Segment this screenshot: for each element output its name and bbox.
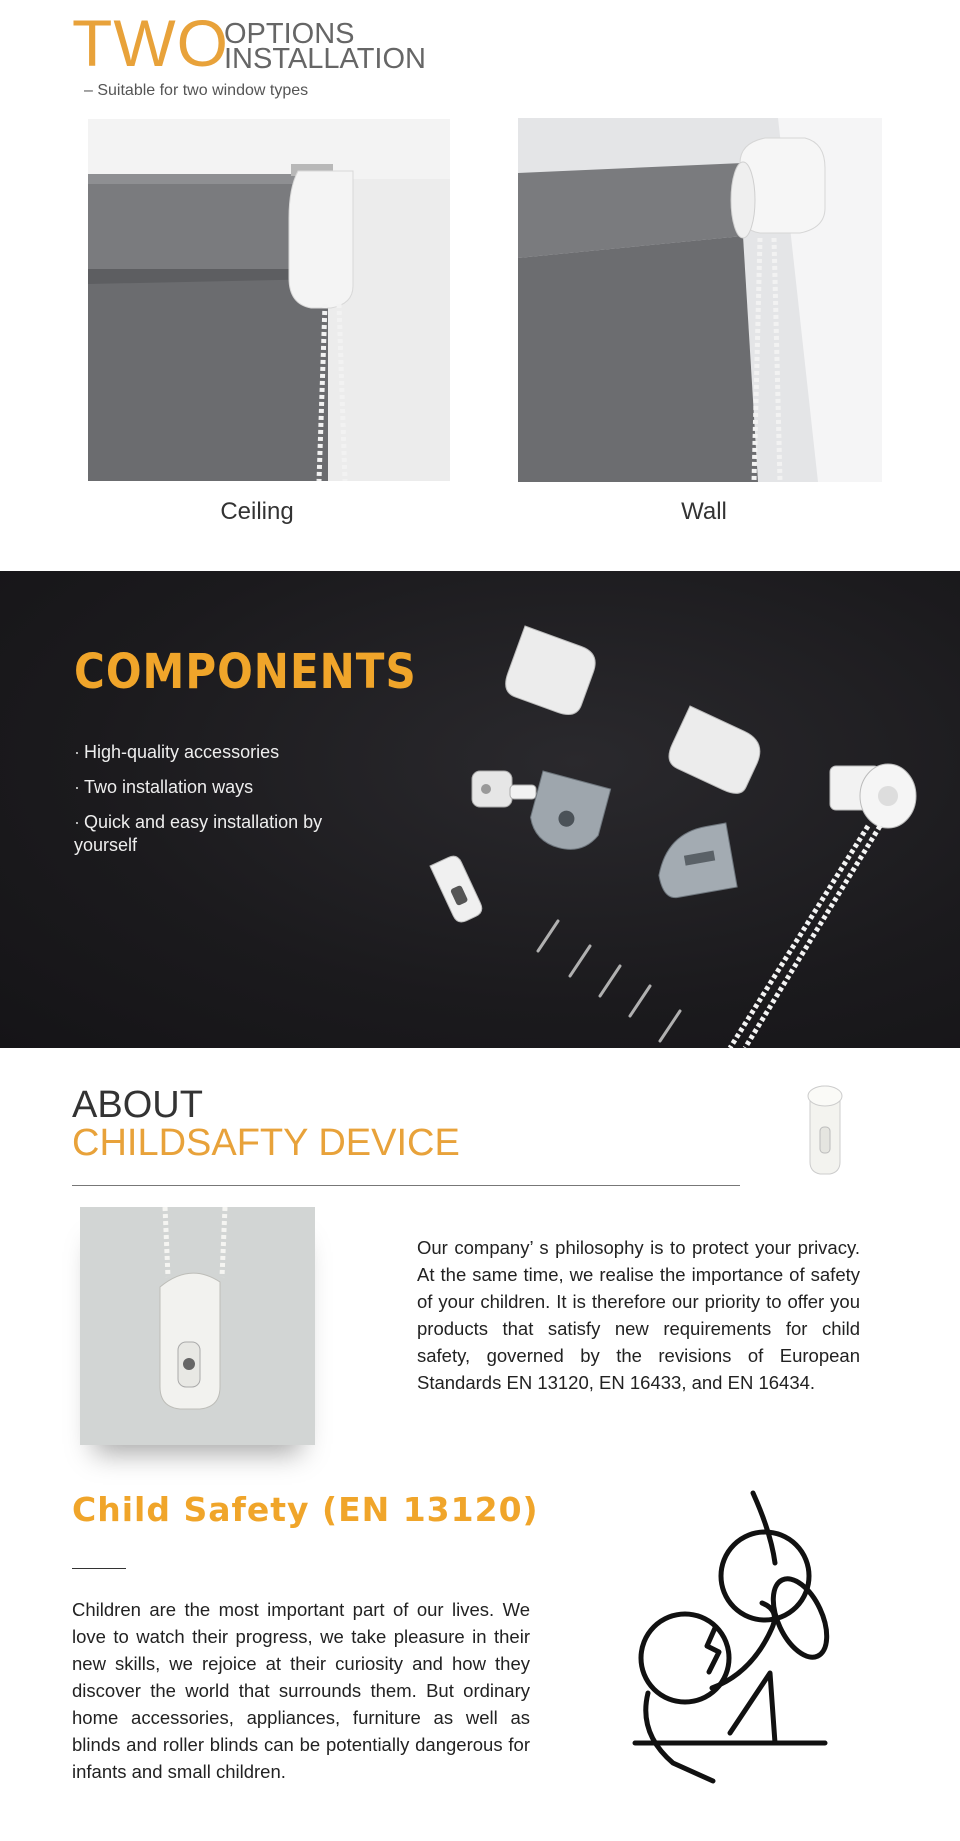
safety-clip-image	[790, 1082, 865, 1182]
ceiling-install-photo	[88, 119, 450, 481]
divider	[72, 1185, 740, 1186]
components-parts-image	[400, 611, 940, 1048]
title-underline	[72, 1568, 126, 1569]
child-safety-section	[0, 1048, 960, 1841]
wall-install-photo	[518, 118, 882, 482]
components-title: COMPONENTS	[74, 643, 417, 700]
child-safety-paragraph: Children are the most important part of our lives. We love to watch their progress, we take pleasure in their new skills, we rejoice at their curiosity and how they discover the world that surrounds them. But ordinary home accessories, appliances, furniture as well as blinds and roller blinds can be potentially dangerous for infants and small children.	[72, 1599, 530, 1782]
components-section	[0, 571, 960, 1048]
child-safety-title: Child Safety (EN 13120)	[72, 1490, 539, 1529]
safety-device-photo	[80, 1207, 315, 1445]
feature-item: · Quick and easy installation by yourself	[74, 812, 323, 855]
about-heading: ABOUT	[72, 1084, 203, 1126]
installation-heading: INSTALLATION	[224, 43, 426, 75]
wall-caption: Wall	[681, 498, 727, 525]
components-feature-list	[74, 741, 334, 869]
feature-item: · Two installation ways	[74, 777, 254, 797]
child-with-cord-illustration	[630, 1488, 860, 1788]
installation-section	[0, 0, 960, 571]
two-heading: TWO	[72, 6, 229, 80]
feature-item: · High-quality accessories	[74, 742, 280, 762]
installation-subtitle: – Suitable for two window types	[84, 82, 309, 99]
options-heading: OPTIONS	[224, 18, 355, 50]
about-paragraph: Our company’ s philosophy is to protect your privacy. At the same time, we realise the importance of safety of your children. It is therefore our priority to offer you products that satisfy new requirements for child safety, governed by the revisions of European Standards EN 13120, EN 16433, and EN 16434.	[417, 1237, 860, 1393]
childsafety-device-heading: CHILDSAFTY DEVICE	[72, 1122, 460, 1164]
ceiling-caption: Ceiling	[220, 498, 294, 525]
